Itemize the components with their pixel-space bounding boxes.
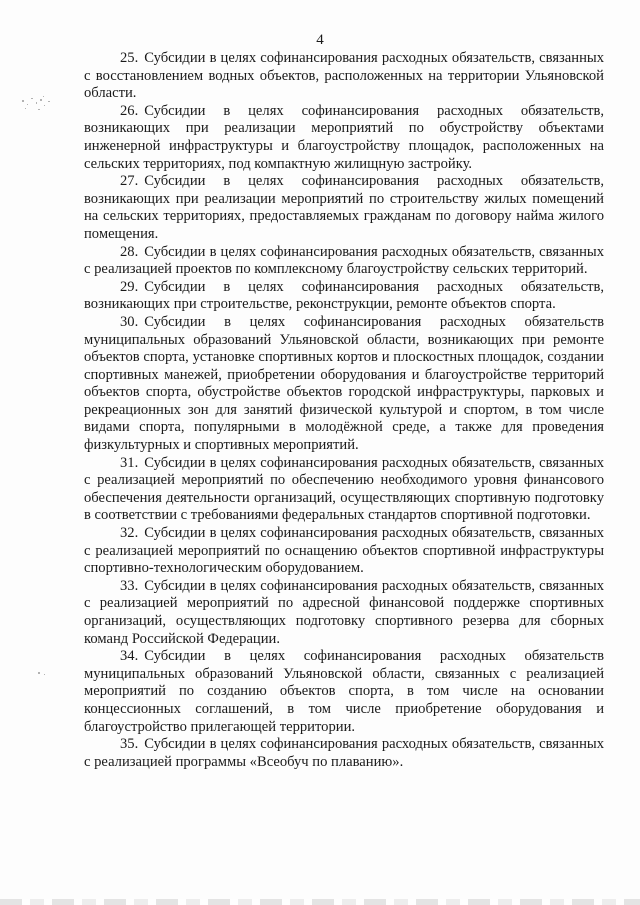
clause-33 xyxy=(84,578,604,648)
clause-32 xyxy=(84,525,604,578)
clause-34 xyxy=(84,648,604,736)
clause-number: 26. xyxy=(120,102,139,119)
clause-text: Субсидии в целях софинансирования расходных обязательств муниципальных образований Ульяновской области, возникающих при ремонте объектов спорта, установке спортивных кортов и плоскостных площадок, создании спортивных манежей, приобретении оборудования и благоустройстве территорий объектов спорта, обустройстве объектов городской инфраструктуры, парковых и рекреационных зон для занятий физической культурой и спортом, в том числе видами спорта, популярными в молодёжной среде, а также для проведения физкультурных и спортивных мероприятий. xyxy=(84,313,604,454)
clause-number: 31. xyxy=(120,454,139,471)
clause-text: Субсидии в целях софинансирования расходных обязательств, связанных с реализацией проектов по комплексному благоустройству сельских территорий. xyxy=(84,243,604,278)
scan-bottom-edge xyxy=(0,899,640,905)
clause-text: Субсидии в целях софинансирования расходных обязательств, связанных с реализацией мероприятий по обеспечению необходимого уровня финансового обеспечения деятельности организаций, осуществляющих спортивную подготовку в соответствии с требованиями федеральных стандартов спортивной подготовки. xyxy=(84,454,604,524)
clause-number: 33. xyxy=(120,577,139,594)
clause-number: 30. xyxy=(120,313,139,330)
clause-25 xyxy=(84,50,604,103)
clause-27 xyxy=(84,173,604,243)
clause-number: 35. xyxy=(120,736,139,753)
clause-number: 28. xyxy=(120,243,139,260)
document-body xyxy=(84,50,604,771)
clause-text: Субсидии в целях софинансирования расходных обязательств муниципальных образований Ульяновской области, связанных с реализацией мероприятий по созданию объектов спорта, в том числе на основании концессионных соглашений, в том числе приобретение оборудования и благоустройство прилегающей территории. xyxy=(84,648,604,735)
clause-text: Субсидии в целях софинансирования расходных обязательств, возникающих при строительстве, реконструкции, ремонте объектов спорта. xyxy=(84,278,604,313)
clause-number: 29. xyxy=(120,278,139,295)
clause-31 xyxy=(84,455,604,525)
clause-number: 25. xyxy=(120,50,139,66)
clause-26 xyxy=(84,103,604,173)
clause-number: 32. xyxy=(120,525,139,542)
clause-text: Субсидии в целях софинансирования расходных обязательств, возникающих при реализации мероприятий по строительству жилых помещений на сельских территориях, предоставляемых гражданам по договору найма жилого помещения. xyxy=(84,173,604,242)
clause-text: Субсидии в целях софинансирования расходных обязательств, связанных с реализацией программы «Всеобуч по плаванию». xyxy=(84,736,604,770)
clause-number: 34. xyxy=(120,648,139,665)
clause-30 xyxy=(84,314,604,455)
clause-text: Субсидии в целях софинансирования расходных обязательств, связанных с реализацией мероприятий по адресной финансовой поддержке спортивных организаций, осуществляющих подготовку спортивного резерва для сборных команд Российской Федерации. xyxy=(84,577,604,647)
clause-text: Субсидии в целях софинансирования расходных обязательств, связанных с реализацией мероприятий по оснащению объектов спортивной инфраструктуры спортивно-технологическим оборудованием. xyxy=(84,525,604,577)
clause-28 xyxy=(84,244,604,279)
clause-number: 27. xyxy=(120,173,139,190)
clause-35 xyxy=(84,736,604,771)
page-number: 4 xyxy=(316,32,324,48)
clause-29 xyxy=(84,279,604,314)
clause-text: Субсидии в целях софинансирования расходных обязательств, связанных с восстановлением водных объектов, расположенных на территории Ульяновской области. xyxy=(84,50,604,102)
clause-text: Субсидии в целях софинансирования расходных обязательств, возникающих при реализации мероприятий по обустройству объектами инженерной инфраструктуры и благоустройству площадок, расположенных на сельских территориях, под компактную жилищную застройку. xyxy=(84,102,604,172)
